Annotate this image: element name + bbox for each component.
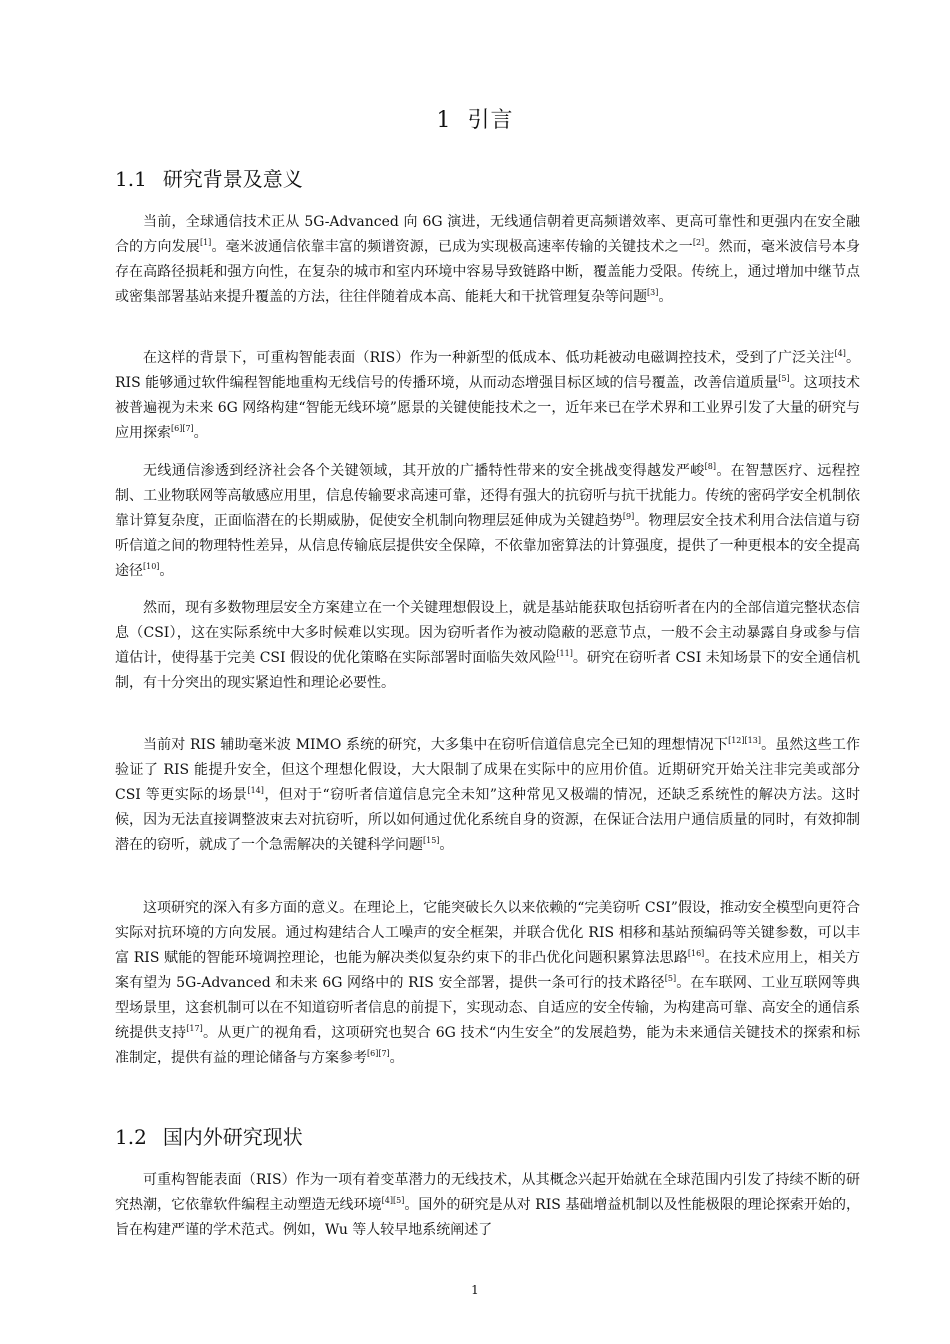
- section-title: 研究背景及意义: [162, 167, 303, 191]
- paragraph-text: 无线通信渗透到经济社会各个关键领域，其开放的广播特性带来的安全挑战变得越发严峻: [143, 463, 705, 479]
- citation-ref: [9]: [622, 512, 635, 521]
- citation-ref: [6][7]: [171, 424, 194, 433]
- citation-ref: [2]: [692, 238, 705, 247]
- citation-ref: [1]: [199, 238, 212, 247]
- paragraph: [115, 346, 860, 446]
- citation-ref: [12]: [728, 736, 745, 745]
- paragraph-text: 。从更广的视角看，这项研究也契合 6G 技术“内生安全”的发展趋势，能为未来通信关键技术的探索和标准制定，提供有益的理论储备与方案参考: [115, 1025, 860, 1066]
- citation-ref: [5]: [778, 374, 790, 383]
- paragraph-text: 。这项技术被普遍视为未来 6G 网络构建“智能无线环境”愿景的关键使能技术之一，近年来已在学术界和工业界引发了大量的研究与应用探索: [115, 375, 860, 441]
- paragraph-text: 这项研究的深入有多方面的意义。在理论上，它能突破长久以来依赖的“完美窃听 CSI”假设，推动安全模型向更符合实际对抗环境的方向发展。通过构建结合人工噪声的安全框架，并联合优化 RIS 相移和基站预编码等关键参数，可以丰富 RIS 赋能的智能环境调控理论，也能为解决类似复杂约束下的非凸优化问题积累算法思路: [115, 900, 860, 966]
- paragraph-text: 当前对 RIS 辅助毫米波 MIMO 系统的研究，大多集中在窃听信道信息完全已知的理想情况下: [143, 737, 729, 753]
- citation-ref: [6][7]: [367, 1049, 390, 1058]
- section-number: 1.2: [115, 1125, 147, 1149]
- paragraph: [115, 1168, 860, 1243]
- paragraph-text: 可重构智能表面（RIS）作为一项有着变革潜力的无线技术，从其概念兴起开始就在全球范围内引发了持续不断的研究热潮，它依靠软件编程主动塑造无线环境: [115, 1172, 860, 1213]
- paragraph: [115, 596, 860, 696]
- chapter-title: 引言: [467, 108, 514, 133]
- citation-ref: [3]: [647, 288, 659, 297]
- chapter-heading: [0, 103, 950, 134]
- citation-ref: [17]: [186, 1024, 203, 1033]
- page-number: 1: [471, 1283, 479, 1297]
- paragraph-text: ，但对于“窃听者信道信息完全未知”这种常见又极端的情况，还缺乏系统性的解决方法。这时候，因为无法直接调整波束去对抗窃听，所以如何通过优化系统自身的资源，在保证合法用户通信质量的同时，有效抑制潜在的窃听，就成了一个急需解决的关键科学问题: [115, 787, 861, 853]
- paragraph-text: 。国外的研究是从对 RIS 基础增益机制以及性能极限的理论探索开始的，旨在构建严谨的学术范式。例如，Wu 等人较早地系统阐述了: [115, 1197, 861, 1238]
- paragraph-text: 。RIS 能够通过软件编程智能地重构无线信号的传播环境，从而动态增强目标区域的信号覆盖，改善信道质量: [115, 350, 860, 391]
- citation-ref: [13]: [744, 736, 761, 745]
- paragraph-text: 。: [159, 563, 174, 579]
- paragraph-text: 。物理层安全技术利用合法信道与窃听信道之间的物理特性差异，从信息传输底层提供安全保障，不依靠加密算法的计算强度，提供了一种更根本的安全提高途径: [115, 513, 861, 579]
- paragraph-text: 。研究在窃听者 CSI 未知场景下的安全通信机制，有十分突出的现实紧迫性和理论必要性。: [115, 650, 860, 691]
- paragraph: [115, 459, 860, 584]
- section-title: 国内外研究现状: [162, 1125, 303, 1149]
- paragraph: [115, 210, 860, 310]
- paragraph-text: 。在车联网、工业互联网等典型场景里，这套机制可以在不知道窃听者信息的前提下，实现动态、自适应的安全传输，为构建高可靠、高安全的通信系统提供支持: [115, 975, 860, 1041]
- citation-ref: [5]: [664, 974, 677, 983]
- citation-ref: [4]: [834, 349, 846, 358]
- paragraph-text: 。: [193, 425, 208, 441]
- paragraph-text: 。在技术应用上，相关方案有望为 5G-Advanced 和未来 6G 网络中的 RIS 安全部署，提供一条可行的技术路径: [115, 950, 861, 991]
- paragraph-text: 。虽然这些工作验证了 RIS 能提升安全，但这个理想化假设，大大限制了成果在实际中的应用价值。近期研究开始关注非完美或部分 CSI 等更实际的场景: [115, 737, 861, 803]
- citation-ref: [8]: [704, 462, 716, 471]
- section-number: 1.1: [115, 167, 147, 191]
- paragraph-text: 在这样的背景下，可重构智能表面（RIS）作为一种新型的低成本、低功耗被动电磁调控技术，受到了广泛关注: [143, 350, 835, 366]
- citation-ref: [15]: [423, 836, 440, 845]
- paragraph-text: 。毫米波通信依靠丰富的频谱资源，已成为实现极高速率传输的关键技术之一: [211, 239, 693, 255]
- paragraph-text: 。: [658, 289, 673, 305]
- paragraph-text: 然而，现有多数物理层安全方案建立在一个关键理想假设上，就是基站能获取包括窃听者在内的全部信道完整状态信息（CSI），这在实际系统中大多时候难以实现。因为窃听者作为被动隐蔽的恶意节点，一般不会主动暴露自身或参与信道估计，使得基于完美 CSI 假设的优化策略在实际部署时面临失效风险: [115, 600, 860, 666]
- paragraph: [115, 733, 860, 858]
- section-heading-1-1: [115, 163, 303, 192]
- paragraph-text: 。然而，毫米波信号本身存在高路径损耗和强方向性，在复杂的城市和室内环境中容易导致链路中断，覆盖能力受限。传统上，通过增加中继节点或密集部署基站来提升覆盖的方法，往往伴随着成本高、能耗大和干扰管理复杂等问题: [115, 239, 861, 305]
- paragraph: [115, 896, 860, 1071]
- citation-ref: [11]: [556, 649, 573, 658]
- paragraph-text: 。: [439, 837, 454, 853]
- citation-ref: [4][5]: [381, 1196, 405, 1205]
- citation-ref: [14]: [247, 786, 264, 795]
- citation-ref: [16]: [687, 949, 705, 958]
- paragraph-text: 当前，全球通信技术正从 5G-Advanced 向 6G 演进，无线通信朝着更高频谱效率、更高可靠性和更强内在安全融合的方向发展: [115, 214, 860, 255]
- citation-ref: [10]: [143, 562, 160, 571]
- chapter-number: 1: [436, 108, 452, 133]
- section-heading-1-2: [115, 1121, 303, 1150]
- paragraph-text: 。在智慧医疗、远程控制、工业物联网等高敏感应用里，信息传输要求高速可靠，还得有强大的抗窃听与抗干扰能力。传统的密码学安全机制依靠计算复杂度，正面临潜在的长期威胁，促使安全机制向物理层延伸成为关键趋势: [115, 463, 861, 529]
- paragraph-text: 。: [389, 1050, 404, 1066]
